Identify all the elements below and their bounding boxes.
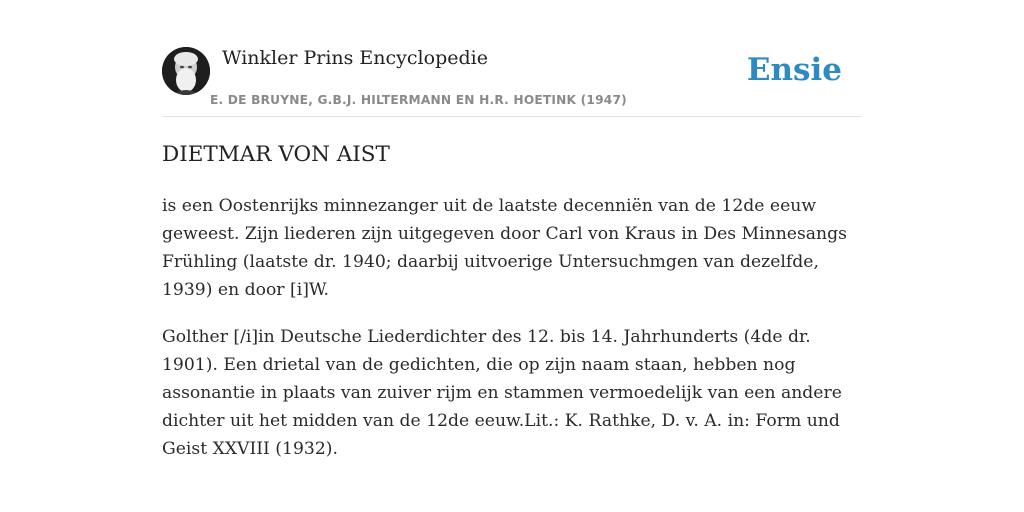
source-authors: E. DE BRUYNE, G.B.J. HILTERMANN EN H.R. HOETINK (1947) — [210, 93, 627, 107]
entry-paragraph: is een Oostenrijks minnezanger uit de laatste decenniën van de 12de eeuw geweest. Zijn liederen zijn uitgegeven door Carl von Kraus in Des Minnesangs Frühling (laatste dr. 1940; daarbij uitvoerige Untersuchmgen van dezelfde, 1939) en door [i]W. — [162, 196, 847, 300]
entry-body — [162, 192, 862, 482]
source-header — [162, 40, 862, 117]
entry-paragraph: Golther [/i]in Deutsche Liederdichter des 12. bis 14. Jahrhunderts (4de dr. 1901). Een drietal van de gedichten, die op zijn naam staan, hebben nog assonantie in plaats van zuiver rijm en stammen vermoedelijk van een andere dichter uit het midden van de 12de eeuw.Lit.: K. Rathke, D. v. A. in: Form und Geist XXVIII (1932). — [162, 327, 842, 459]
entry-title: DIETMAR VON AIST — [162, 142, 390, 167]
source-title[interactable]: Winkler Prins Encyclopedie — [222, 47, 488, 69]
ensie-logo-link[interactable]: Ensie — [746, 52, 842, 88]
author-portrait-icon — [162, 47, 210, 95]
